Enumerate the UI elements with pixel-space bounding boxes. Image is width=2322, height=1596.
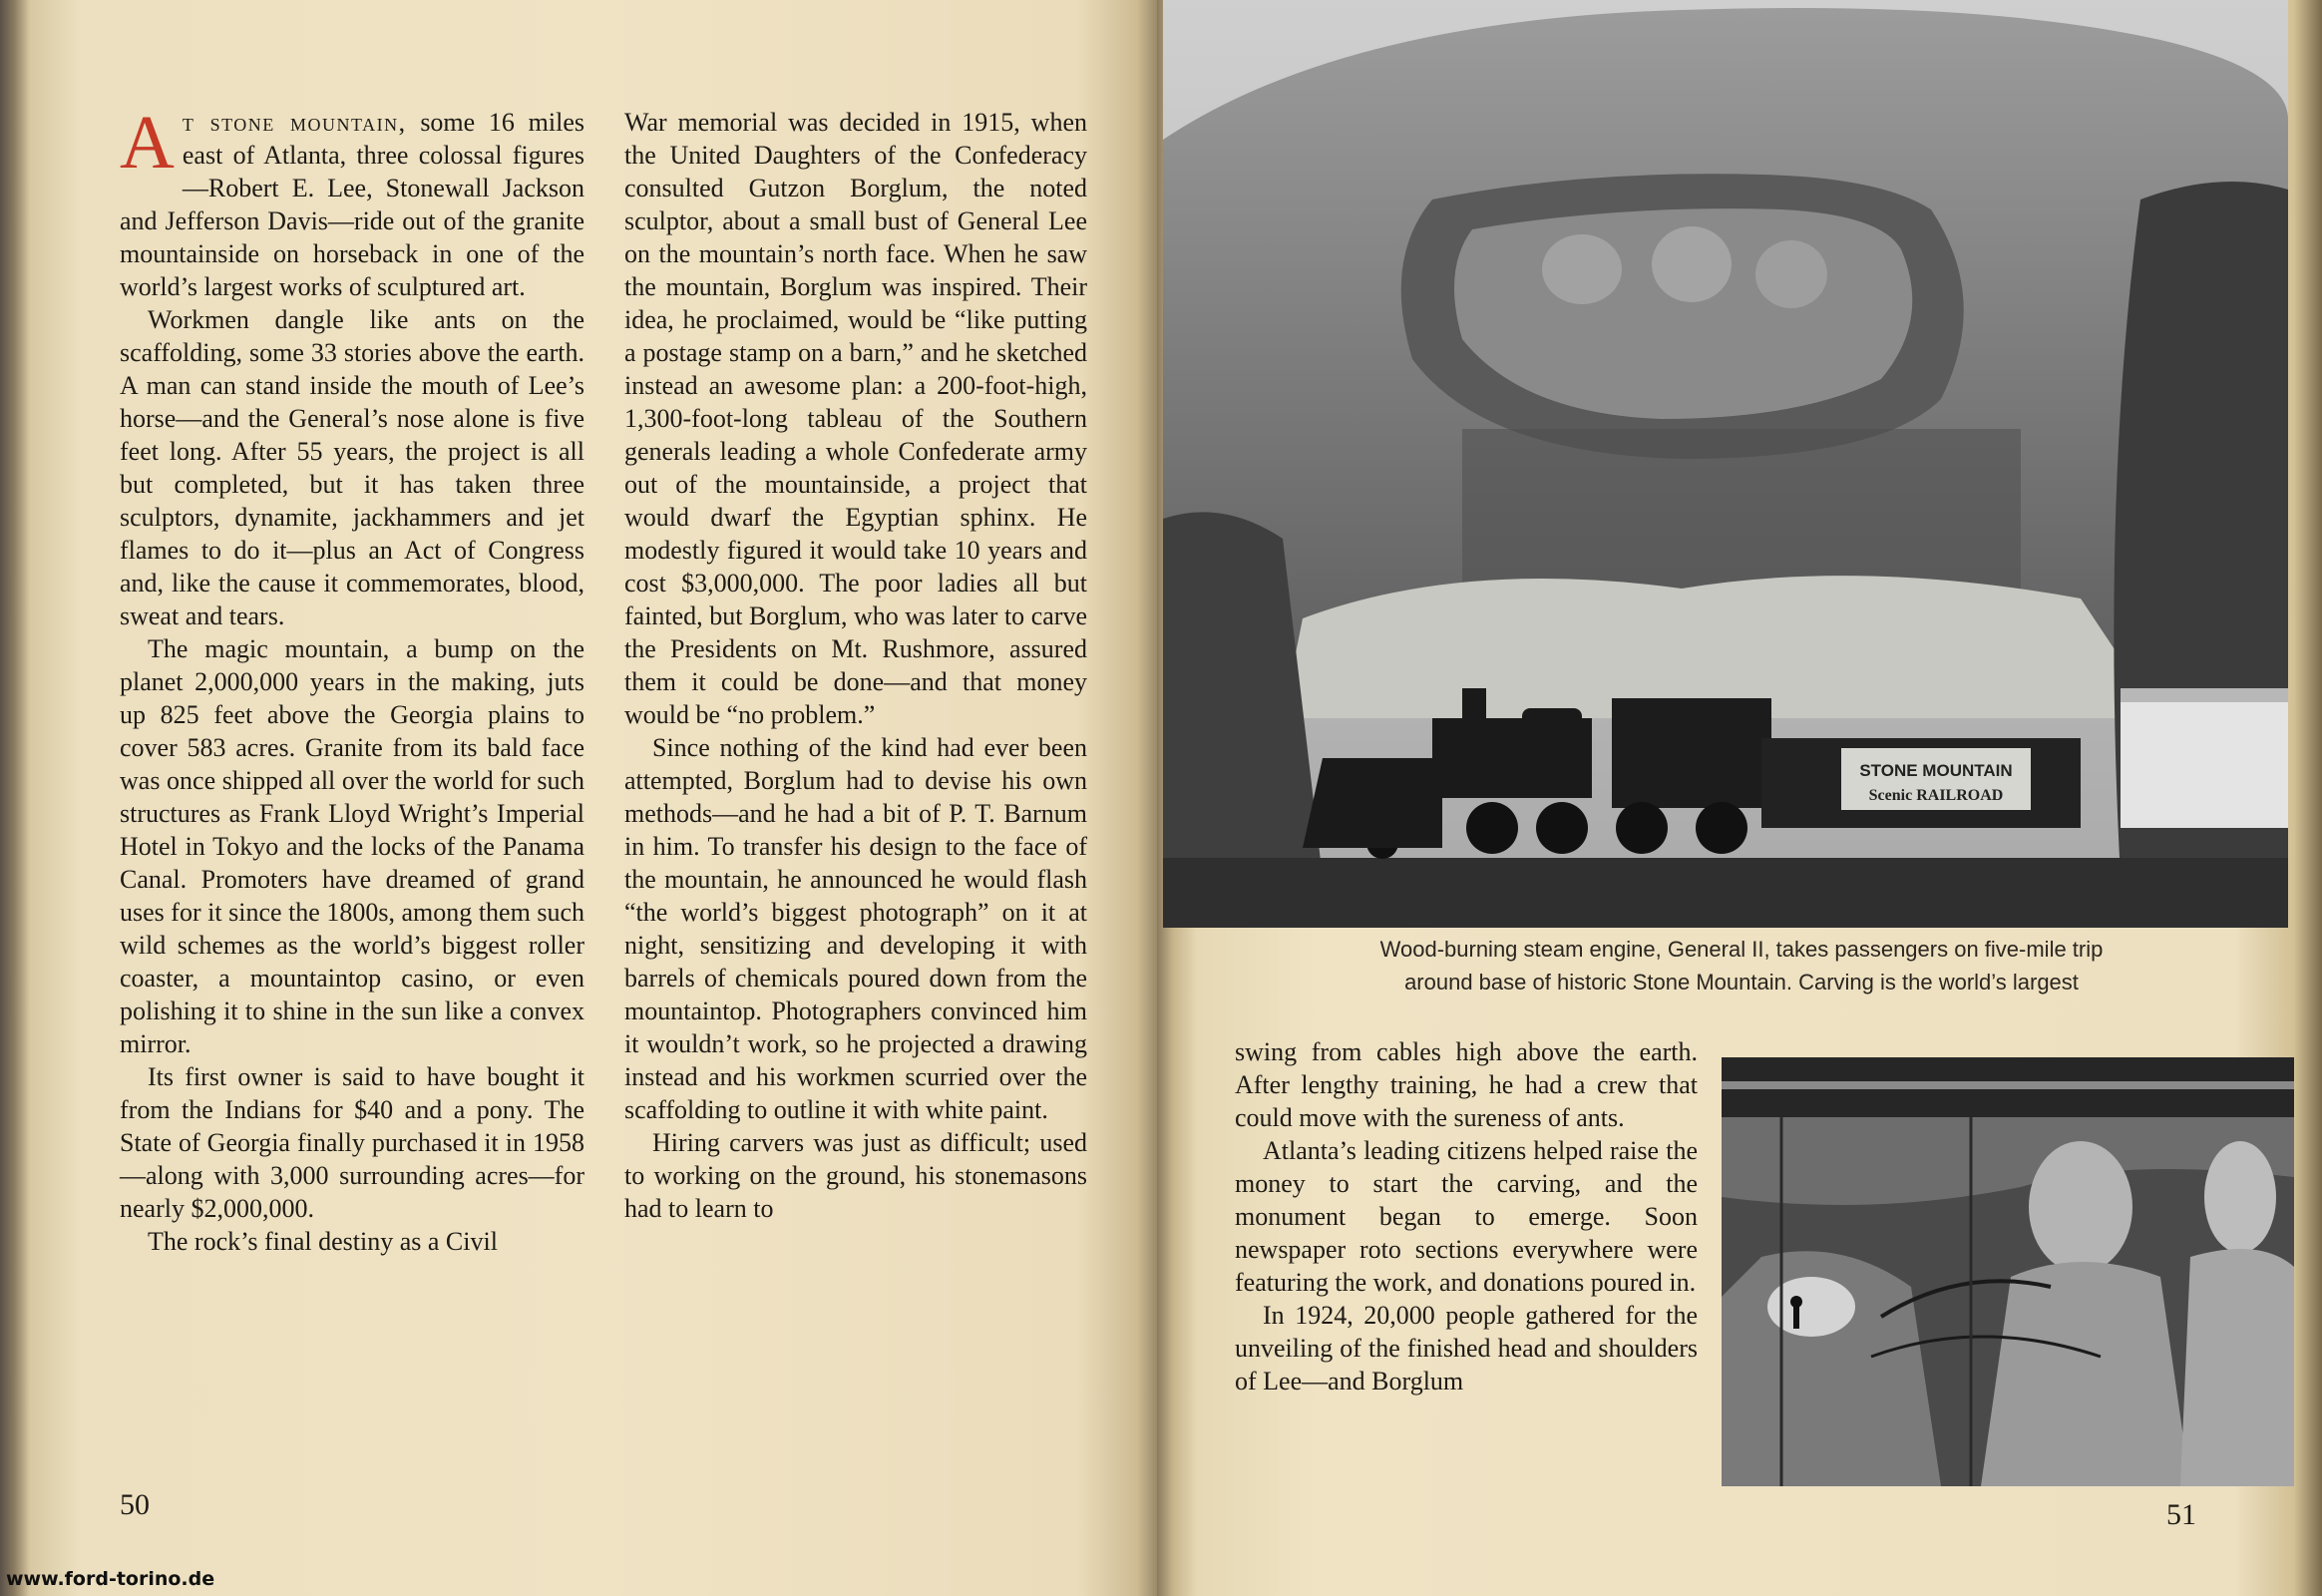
paragraph-3: The magic mountain, a bump on the planet 2,000,000 years in the making, juts up 825 feet above the Georgia plains to cover 583 acres. Granite from its bald face was once shipped all over the world for such structures as Frank Lloyd Wright’s Imperial Hotel in Tokyo and the locks of the Panama Canal. Promoters have dreamed of grand uses for it since the 1800s, among them such wild schemes as the world’s biggest roller coaster, a mountaintop casino, or even polishing it to shine in the sun like a convex mirror.: [120, 634, 584, 1058]
paragraph-5: The rock’s final destiny as a Civil: [148, 1227, 498, 1256]
paragraph-7: Since nothing of the kind had ever been attempted, Borglum had to devise his own methods—and he had a bit of P. T. Barnum in him. To transfer his design to the face of the mountain, he announced he would flash “the world’s biggest photograph” on it at night, sensitizing and developing it with barrels of chemicals poured down from the mountaintop. Photographers convinced him it wouldn’t work, so he projected a drawing instead and his workmen scurried over the scaffolding to outline it with white paint.: [624, 733, 1087, 1124]
page-number-right: 51: [2166, 1498, 2196, 1531]
page-number-left: 50: [120, 1488, 150, 1521]
paragraph-2: Workmen dangle like ants on the scaffolding, some 33 stories above the earth. A man can stand inside the mouth of Lee’s horse—and the General’s nose alone is five feet long. After 55 years, the project is all but completed, but it has taken three sculptors, dynamite, jackhammers and jet flames to do it—plus an Act of Congress and, like the cause it commemorates, blood, sweat and tears.: [120, 305, 584, 630]
caption-line-1: Wood-burning steam engine, General II, takes passengers on five-mile trip: [1379, 937, 2104, 962]
caption-line-2: around base of historic Stone Mountain. Carving is the world’s largest: [1404, 970, 2079, 995]
train-sign-line-2: Scenic RAILROAD: [1868, 787, 2004, 804]
paragraph-8: Hiring carvers was just as difficult; used to working on the ground, his stonemasons had to learn to: [624, 1128, 1087, 1223]
stone-mountain-train-photo: [1163, 0, 2288, 928]
drop-cap: A: [120, 101, 175, 185]
paragraph-9: swing from cables high above the earth. After lengthy training, he had a crew that could move with the sureness of ants.: [1235, 1037, 1698, 1132]
paragraph-6: War memorial was decided in 1915, when the United Daughters of the Confederacy consulted Gutzon Borglum, the noted sculptor, about a small bust of General Lee on the mountain’s north face. When he saw the mountain, Borglum was inspired. Their idea, he proclaimed, would be “like putting a postage stamp on a barn,” and he sketched instead an awesome plan: a 200-foot-high, 1,300-foot-long tableau of the Southern generals leading a whole Confederate army out of the mountainside, a project that would dwarf the Egyptian sphinx. He modestly figured it would take 10 years and cost $3,000,000. The poor ladies all but fainted, but Borglum, who was later to carve the Presidents on Mt. Rushmore, assured them it could be done—and that money would be “no problem.”: [624, 108, 1087, 729]
paragraph-11: In 1924, 20,000 people gathered for the unveiling of the finished head and shoulders of Lee—and Borglum: [1235, 1301, 1698, 1396]
article-column-3: [1235, 1035, 1698, 1397]
paragraph-10: Atlanta’s leading citizens helped raise the money to start the carving, and the monument began to emerge. Soon newspaper roto sections everywhere were featuring the work, and donations poured in.: [1235, 1136, 1698, 1297]
article-column-1: [120, 101, 584, 1258]
lead-in: t stone mountain,: [182, 108, 407, 137]
paragraph-text: some 16 miles east of Atlanta, three colossal figures—Robert E. Lee, Stonewall Jackson and Jefferson Davis—ride out of the granite mountainside on horseback in one of the world’s largest works of sculptured art.: [120, 108, 584, 301]
photo-caption: [1283, 933, 2200, 998]
paragraph-4: Its first owner is said to have bought it from the Indians for $40 and a pony. The State of Georgia finally purchased it in 1958—along with 3,000 surrounding acres—for nearly $2,000,000.: [120, 1062, 584, 1223]
train-sign-line-1: STONE MOUNTAIN: [1859, 761, 2013, 780]
sculptors-carving-photo: [1722, 1057, 2294, 1486]
website-watermark: www.ford-torino.de: [6, 1568, 215, 1590]
article-column-2: [624, 106, 1087, 1225]
paragraph-1: [120, 101, 584, 303]
